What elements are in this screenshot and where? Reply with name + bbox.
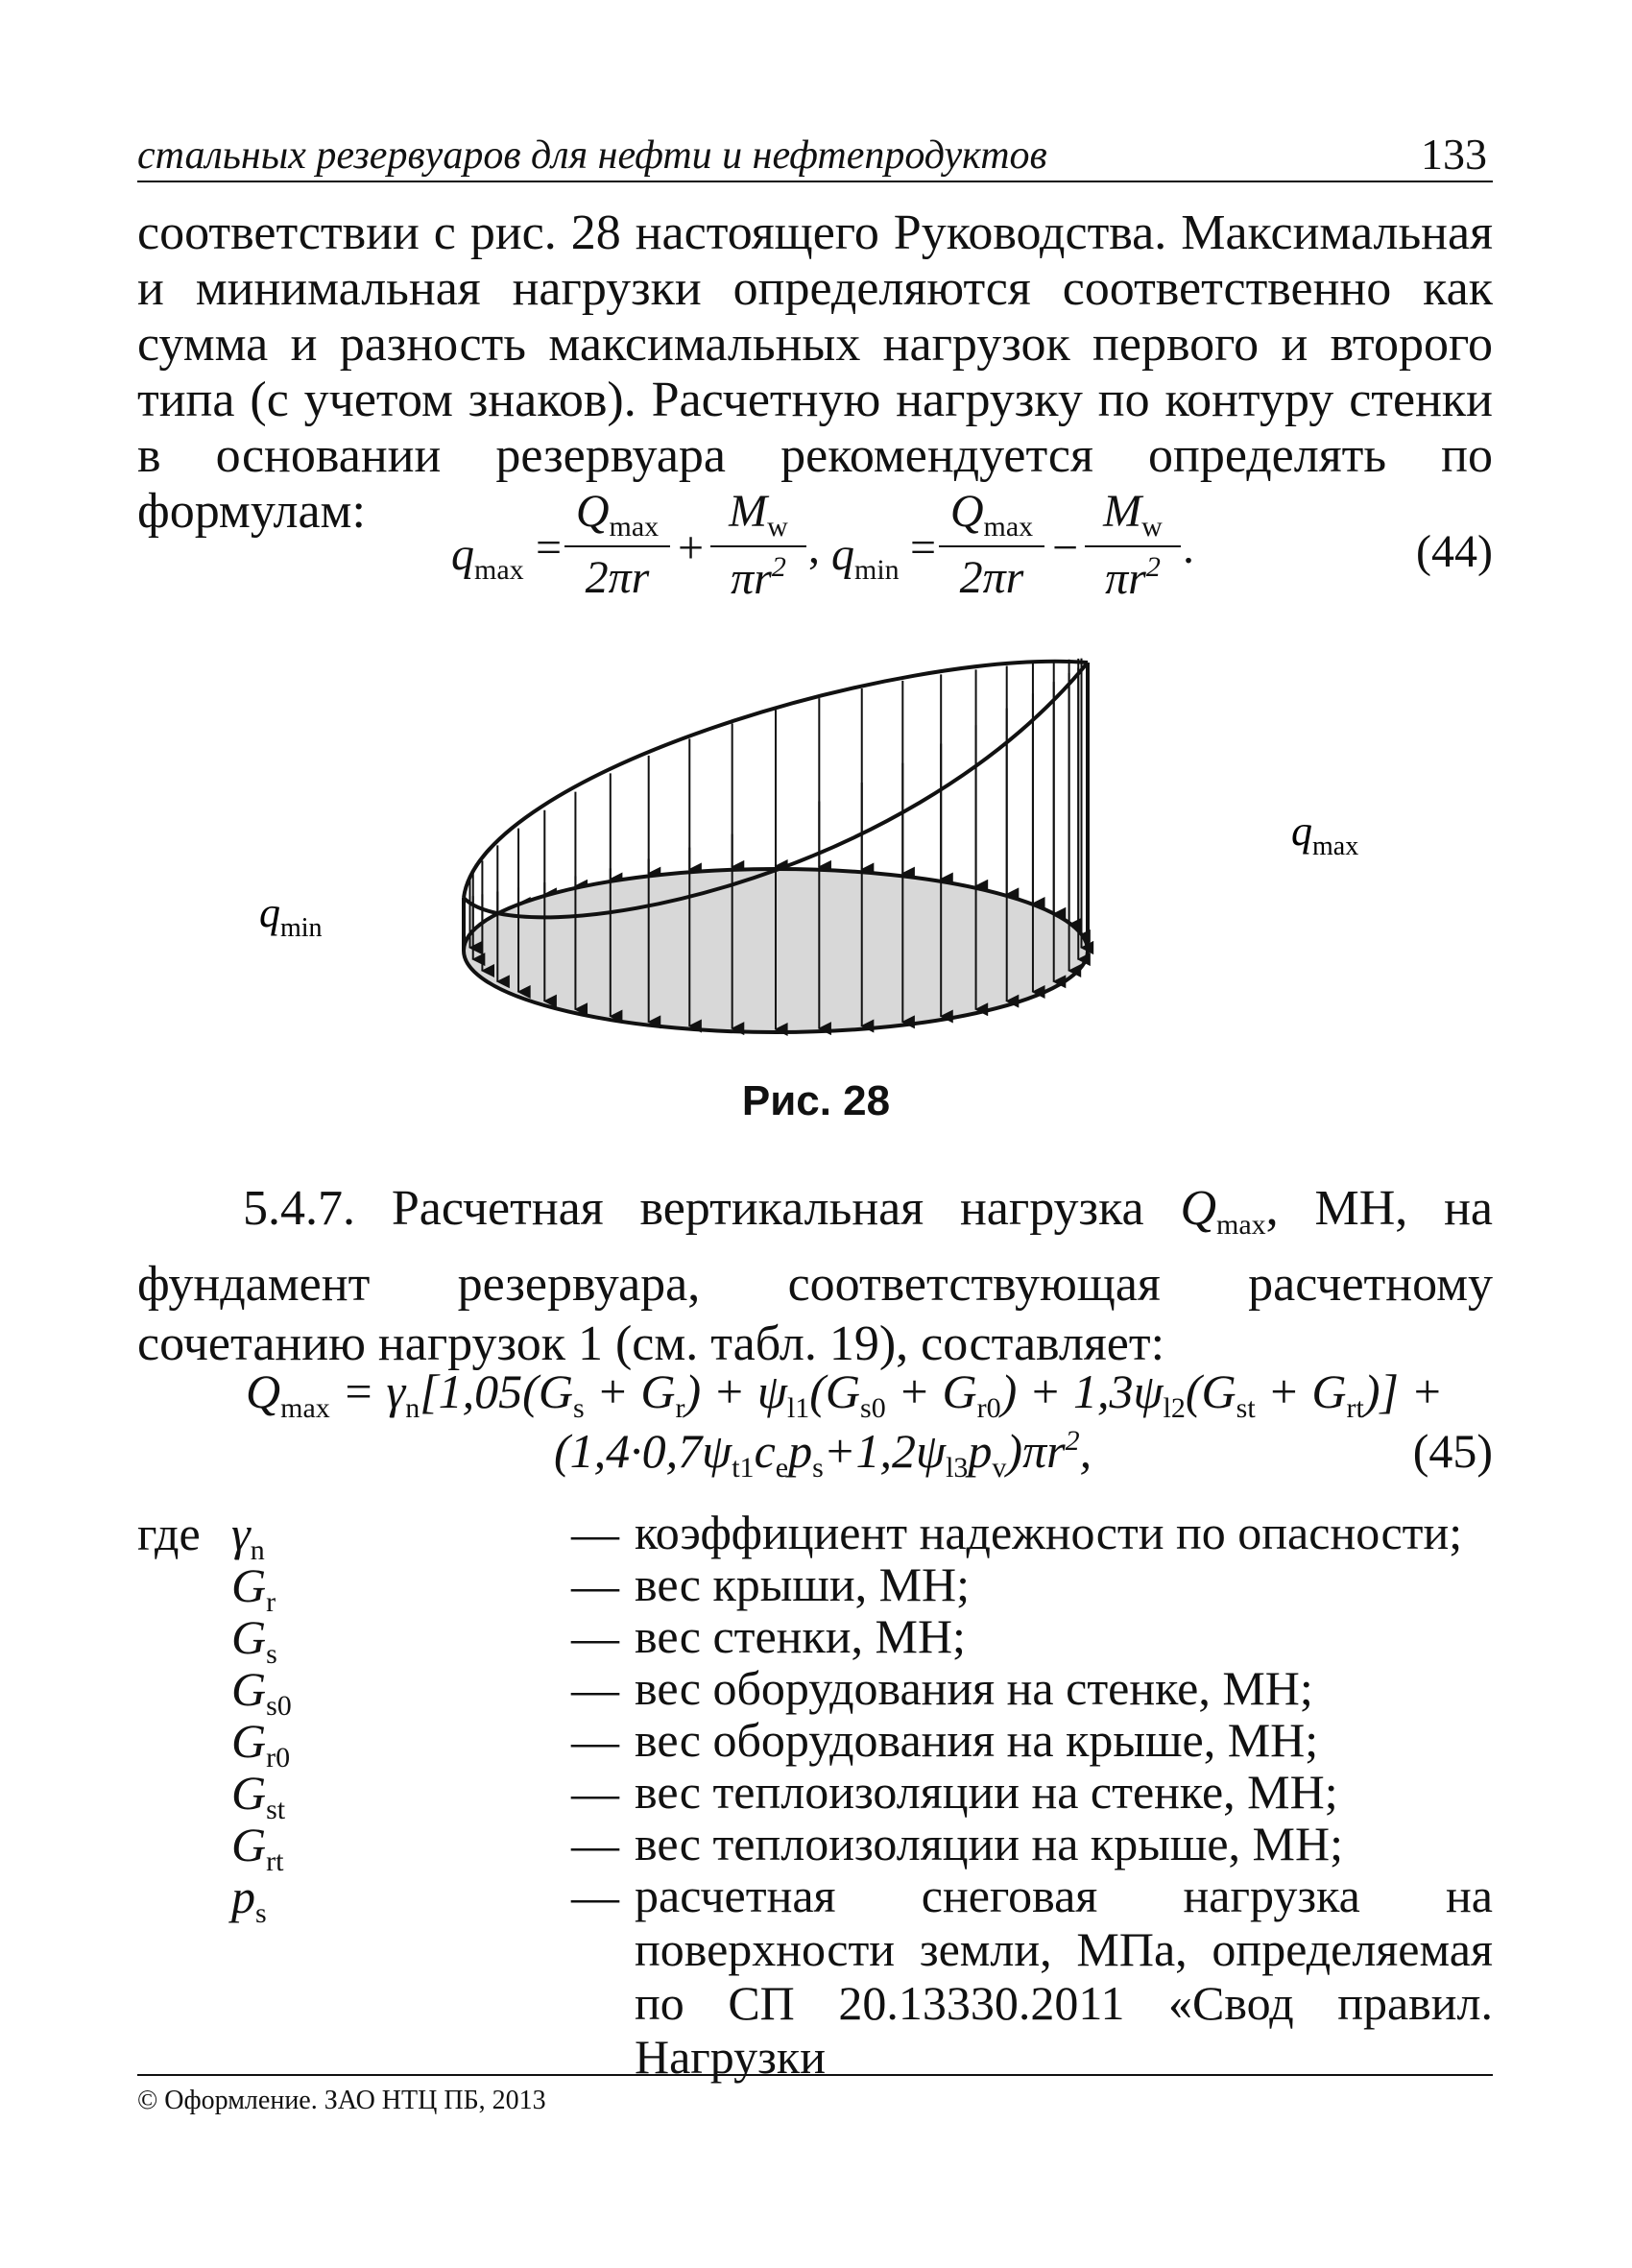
equation-number-44: (44) [1416,526,1493,577]
definition-text: расчетная снеговая нагрузка на поверхности земли, МПа, определяемая по СП 20.13330.2011 «Свод правил. Нагрузки [635,1869,1493,2084]
page-header [137,123,1493,182]
equation-number-45: (45) [1412,1424,1493,1478]
definition-row [137,1609,1493,1670]
paragraph-1: соответствии с рис. 28 настоящего Руководства. Максимальная и минимальная нагрузки определяются соответственно как сумма и разность максимальных нагрузок первого и второго типа (с учетом знаков). Расчетную нагрузку по контуру стенки в основании резервуара рекомендуется определять по формулам: [137,205,1493,539]
definition-dash: — [571,1766,619,1820]
definition-dash: — [571,1507,619,1560]
definition-dash: — [571,1870,619,1923]
definition-symbol: $G_{st}$ [231,1766,286,1825]
equation-45-line-1: $Q_{max} = \gamma_n[1,05(G_s + G_r) + \psi_{l1}(G_{s0} + G_{r0}) + 1,3\psi_{l2}(G_{st} + G_{rt})]$ + [246,1364,1444,1424]
page-number: 133 [1421,130,1487,179]
fraction-mw-pir2-2: $\frac{M_w}{\pi r^2}$ [1085,485,1181,605]
equation-44: $q_{max}$ = $Q_{max}$ 2πr + $\frac{M_w}{\pi r^2}$ , $q_{min}$ = $Q_{max}$ 2πr − $\frac{M_w}{\pi r^2}$ . (44) [451,486,1493,604]
label-q-max: $q_{max}$ [1291,808,1359,861]
running-title: стальных резервуаров для нефти и нефтепродуктов [137,133,1047,178]
definition-symbol: $\gamma_n$ [231,1507,265,1566]
definition-row [137,1765,1493,1825]
definition-dash: — [571,1662,619,1716]
definition-text: вес оборудования на стенке, МН; [635,1661,1313,1715]
q-min-lhs: $q_{min}$ [831,529,900,586]
definition-symbol: $G_{r0}$ [231,1714,291,1773]
definition-symbol: $G_r$ [231,1558,276,1618]
definition-symbol: $G_s$ [231,1610,277,1670]
label-q-min: $q_{min}$ [259,889,323,943]
definition-text: вес теплоизоляции на крыше, МН; [635,1817,1343,1870]
definition-row [137,1661,1493,1722]
definition-text: коэффициент надежности по опасности; [635,1506,1463,1559]
definition-row [137,1713,1493,1773]
definition-row [137,1506,1493,1566]
definition-text: вес крыши, МН; [635,1557,971,1611]
where-label: где [137,1507,201,1560]
equation-45 [137,1363,1493,1508]
page-footer: © Оформление. ЗАО НТЦ ПБ, 2013 [137,2074,1493,2116]
figure-28-tank-load-diagram [230,639,1421,1080]
definition-dash: — [571,1558,619,1612]
fraction-mw-pir2: $\frac{M_w}{\pi r^2}$ [710,485,806,605]
fraction-qmax-2pir: $Q_{max}$ 2πr [564,485,670,604]
symbol-definitions [137,1506,1493,2084]
definition-dash: — [571,1818,619,1871]
definition-row [137,1817,1493,1877]
paragraph-5-4-7: 5.4.7. Расчетная вертикальная нагрузка $Q_{max}$, МН, на фундамент резервуара, соответствующая расчетному сочетанию нагрузок 1 (см. табл. 19), составляет: [137,1181,1494,1371]
equation-45-line-2: $(1,4\cdot 0,7\psi_{t1}c_ep_s+1,2\psi_{l3}p_v)\pi r^2$, [554,1424,1092,1484]
definition-text: вес оборудования на крыше, МН; [635,1713,1319,1767]
definition-row [137,1869,1493,2084]
definition-symbol: $G_{rt}$ [231,1818,284,1877]
definition-dash: — [571,1610,619,1664]
definition-row [137,1557,1493,1618]
q-max-lhs: $q_{max}$ [451,529,524,586]
definition-symbol: $p_s$ [231,1870,267,1929]
definition-text: вес теплоизоляции на стенке, МН; [635,1765,1338,1819]
definition-text: вес стенки, МН; [635,1609,966,1663]
fraction-qmax-2pir-2: $Q_{max}$ 2πr [939,485,1044,604]
figure-caption: Рис. 28 [741,1077,891,1124]
definition-symbol: $G_{s0}$ [231,1662,292,1722]
definition-dash: — [571,1714,619,1768]
